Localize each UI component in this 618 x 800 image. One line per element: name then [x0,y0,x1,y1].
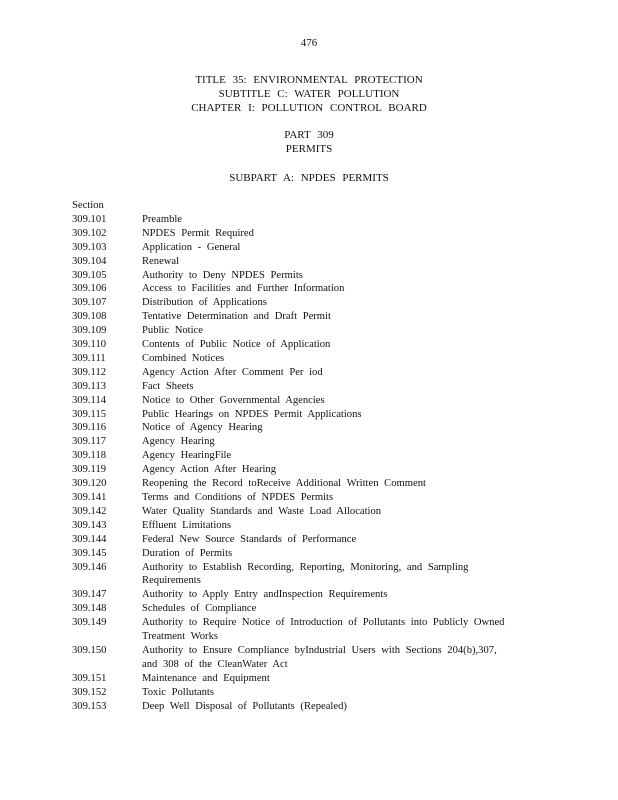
section-row [72,561,552,589]
section-title [142,588,532,602]
section-number: 309.143 [72,519,107,531]
section-row [72,408,552,422]
section-title [142,241,532,255]
section-title [142,296,532,310]
section-row [72,463,552,477]
section-title [142,324,532,338]
section-number: 309.145 [72,547,107,559]
section-title [142,435,532,449]
section-row [72,616,552,644]
section-number: 309.111 [72,352,106,364]
section-title-continuation: Treatment Works [142,631,219,643]
section-title [142,463,532,477]
section-number: 309.110 [72,339,107,351]
section-title [142,352,532,366]
section-number: 309.150 [72,644,107,656]
chapter-line: CHAPTER I: POLLUTION CONTROL BOARD [191,102,427,114]
section-title [142,380,532,394]
section-title-text: Contents of Public Notice of Application [142,339,331,351]
section-title [142,449,532,463]
section-number: 309.106 [72,283,107,295]
section-title-text: Agency Action After Hearing [142,464,277,476]
section-title-text: Terms and Conditions of NPDES Permits [142,492,334,504]
section-title-text: Agency HearingFile [142,450,232,462]
section-title [142,338,532,352]
section-row [72,588,552,602]
section-row [72,213,552,227]
section-row [72,435,552,449]
section-title [142,269,532,283]
section-row [72,366,552,380]
section-number: 309.107 [72,297,107,309]
section-row [72,602,552,616]
section-title-text: Water Quality Standards and Waste Load Allocation [142,505,382,517]
section-row [72,644,552,672]
page-number: 476 [300,37,318,49]
section-title [142,672,532,686]
section-title-continuation: and 308 of the CleanWater Act [142,658,288,670]
section-title-continuation: Requirements [142,575,201,587]
section-title-text: Agency Action After Comment Per iod [142,366,323,378]
section-number: 309.117 [72,436,107,448]
section-title [142,547,532,561]
section-number: 309.141 [72,492,107,504]
section-number: 309.147 [72,589,107,601]
section-title [142,533,532,547]
section-number: 309.113 [72,380,107,392]
section-title [142,255,532,269]
section-title-text: Authority to Deny NPDES Permits [142,269,303,281]
section-row [72,394,552,408]
section-number: 309.108 [72,311,107,323]
section-number: 309.114 [72,394,107,406]
section-row [72,241,552,255]
title-line: TITLE 35: ENVIRONMENTAL PROTECTION [195,74,423,86]
section-title [142,644,532,672]
section-title-text: Agency Hearing [142,436,215,448]
section-row [72,449,552,463]
section-number: 309.116 [72,422,107,434]
section-title-text: NPDES Permit Required [142,227,254,239]
section-row [72,421,552,435]
section-column-label: Section [72,200,104,211]
section-title-text: Duration of Permits [142,547,233,559]
section-title-text: Authority to Establish Recording, Reporting, Monitoring, and Sampling [142,561,469,573]
section-title [142,408,532,422]
section-row [72,491,552,505]
section-number: 309.151 [72,672,107,684]
section-row [72,672,552,686]
section-row [72,700,552,714]
section-title [142,491,532,505]
section-title-text: Schedules of Compliance [142,603,257,615]
section-title-text: Effluent Limitations [142,519,232,531]
section-title [142,213,532,227]
section-row [72,380,552,394]
section-title [142,310,532,324]
section-title-text: Authority to Require Notice of Introduction of Pollutants into Publicly Owned [142,617,505,629]
section-row [72,282,552,296]
subpart-block [0,171,618,185]
section-title [142,366,532,380]
section-title-text: Fact Sheets [142,380,194,392]
section-rows [72,213,552,714]
section-number: 309.105 [72,269,107,281]
section-title-text: Authority to Apply Entry andInspection Requirements [142,589,388,601]
section-number: 309.148 [72,603,107,615]
section-row [72,519,552,533]
section-title-text: Public Hearings on NPDES Permit Applications [142,408,362,420]
section-title-text: Preamble [142,213,183,225]
section-title-text: Tentative Determination and Draft Permit [142,311,331,323]
section-title-text: Toxic Pollutants [142,686,214,698]
section-row [72,324,552,338]
section-number: 309.149 [72,617,107,629]
section-title [142,616,532,644]
section-number: 309.112 [72,366,107,378]
section-title [142,282,532,296]
section-number: 309.120 [72,478,107,490]
section-row [72,255,552,269]
subpart-line: SUBPART A: NPDES PERMITS [229,172,389,184]
section-title-text: Maintenance and Equipment [142,672,270,684]
section-row [72,227,552,241]
section-row [72,352,552,366]
section-title [142,519,532,533]
section-row [72,310,552,324]
section-row [72,338,552,352]
section-row [72,547,552,561]
section-title [142,505,532,519]
section-number: 309.104 [72,255,107,267]
section-title [142,421,532,435]
section-row [72,477,552,491]
section-row [72,533,552,547]
section-number: 309.146 [72,561,107,573]
section-title [142,561,532,589]
section-row [72,269,552,283]
section-title [142,700,532,714]
section-number: 309.115 [72,408,107,420]
section-row [72,505,552,519]
section-title-text: Application - General [142,241,241,253]
section-title-text: Authority to Ensure Compliance byIndustrial Users with Sections 204(b),307, [142,644,497,656]
section-row [72,296,552,310]
section-title [142,602,532,616]
title-block [0,73,618,115]
section-title-text: Access to Facilities and Further Information [142,283,345,295]
section-title-text: Combined Notices [142,352,225,364]
section-number: 309.144 [72,533,107,545]
section-number: 309.109 [72,325,107,337]
section-title [142,686,532,700]
section-title-text: Deep Well Disposal of Pollutants (Repealed) [142,700,347,712]
section-title-text: Distribution of Applications [142,297,267,309]
section-title-text: Renewal [142,255,180,267]
section-number: 309.119 [72,464,107,476]
section-number: 309.142 [72,505,107,517]
section-number: 309.118 [72,450,107,462]
section-title-text: Notice of Agency Hearing [142,422,263,434]
section-title-text: Reopening the Record toReceive Additional Written Comment [142,478,426,490]
section-number: 309.152 [72,686,107,698]
section-title [142,477,532,491]
subtitle-line: SUBTITLE C: WATER POLLUTION [218,88,400,100]
part-line: PART 309 [284,129,334,141]
section-title [142,394,532,408]
section-title-text: Public Notice [142,325,203,337]
section-title [142,227,532,241]
part-block [0,128,618,156]
section-title-text: Federal New Source Standards of Performance [142,533,357,545]
section-title-text: Notice to Other Governmental Agencies [142,394,325,406]
section-row [72,686,552,700]
section-number: 309.103 [72,241,107,253]
section-number: 309.102 [72,227,107,239]
part-name-line: PERMITS [285,143,333,155]
section-list [72,199,552,714]
section-number: 309.153 [72,700,107,712]
section-number: 309.101 [72,213,107,225]
